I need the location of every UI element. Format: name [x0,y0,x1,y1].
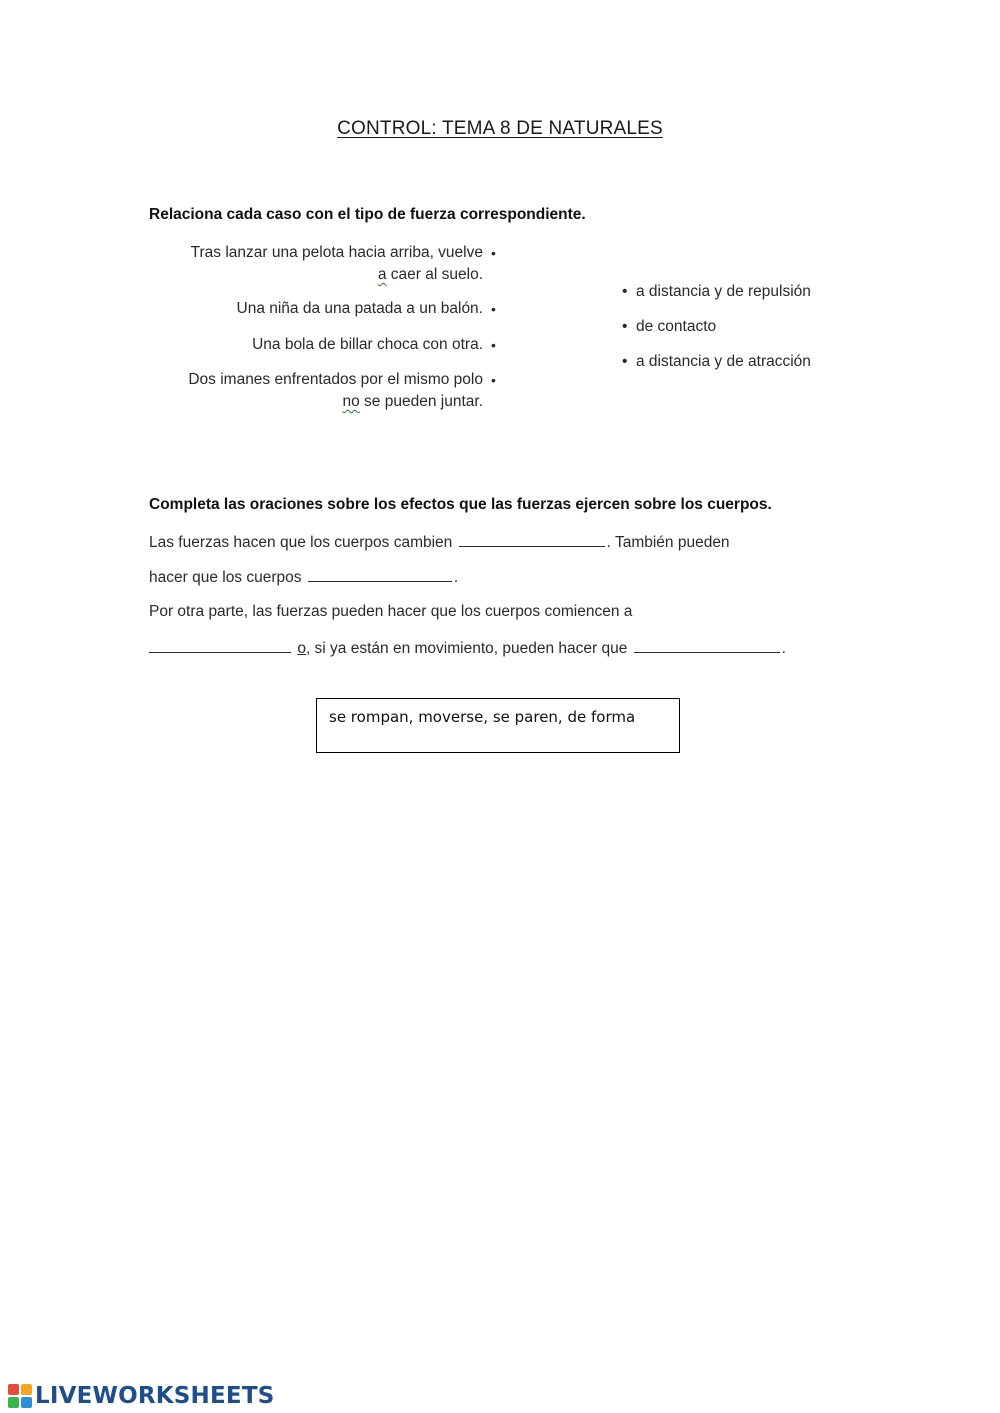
case-1-word: a [377,266,387,283]
sentence-line-2 [149,567,458,587]
option-1-label: a distancia y de repulsión [636,283,811,300]
sentence-1-start: Las fuerzas hacen que los cuerpos cambien [149,534,457,551]
logo-block-blue [21,1397,32,1408]
case-4-word: no [342,393,360,410]
sentence-line-3: Por otra parte, las fuerzas pueden hacer que los cuerpos comiencen a [149,603,633,620]
case-3 [252,334,483,356]
sentence-1-end: . También pueden [606,534,730,551]
case-1-line2 [191,264,483,286]
option-2[interactable] [622,318,716,336]
sentence-2-start: hacer que los cuerpos [149,569,306,586]
blank-input-2[interactable] [308,567,452,582]
logo-block-green [8,1397,19,1408]
exercise2-heading: Completa las oraciones sobre los efectos que las fuerzas ejercen sobre los cuerpos. [149,496,772,513]
sentence-4-mid: , si ya están en movimiento, pueden hacer que [305,640,632,657]
logo-block-red [8,1384,19,1395]
case-2 [237,298,484,320]
case-4-rest: se pueden juntar. [359,393,483,410]
exercise1-heading: Relaciona cada caso con el tipo de fuerza correspondiente. [149,206,586,223]
case-1-rest: caer al suelo. [386,266,483,283]
case-4 [188,369,483,413]
sentence-line-1 [149,532,730,552]
case-3-line1: Una bola de billar choca con otra. [252,336,483,353]
sentence-line-4 [149,638,786,658]
sentence-4-o: o [297,640,306,657]
liveworksheets-logo [8,1382,274,1410]
sentence-2-end: . [453,569,459,586]
case-2-dot[interactable]: • [491,301,496,317]
case-4-line2 [188,391,483,413]
case-3-dot[interactable]: • [491,337,496,353]
logo-block-orange [21,1384,32,1395]
case-2-line1: Una niña da una patada a un balón. [236,300,483,317]
sentence-4-end: . [781,640,786,657]
blank-input-4[interactable] [634,638,780,653]
logo-blocks-icon [8,1384,32,1408]
word-bank-box [316,698,680,753]
option-2-dot[interactable]: • [622,318,628,335]
case-1-line1: Tras lanzar una pelota hacia arriba, vuelve [190,244,483,261]
blank-input-1[interactable] [459,532,605,547]
option-3[interactable] [622,353,811,371]
blank-input-3[interactable] [149,638,291,653]
page-title: CONTROL: TEMA 8 DE NATURALES [337,118,663,139]
word-bank-text: se rompan, moverse, se paren, de forma [329,708,636,726]
case-4-dot[interactable]: • [491,372,496,388]
case-1 [191,242,483,286]
case-1-dot[interactable]: • [491,245,496,261]
option-3-dot[interactable]: • [622,353,628,370]
option-1-dot[interactable]: • [622,283,628,300]
option-2-label: de contacto [636,318,717,335]
case-4-line1: Dos imanes enfrentados por el mismo polo [188,371,483,388]
option-3-label: a distancia y de atracción [636,353,811,370]
logo-text: LIVEWORKSHEETS [35,1383,275,1409]
option-1[interactable] [622,283,811,301]
